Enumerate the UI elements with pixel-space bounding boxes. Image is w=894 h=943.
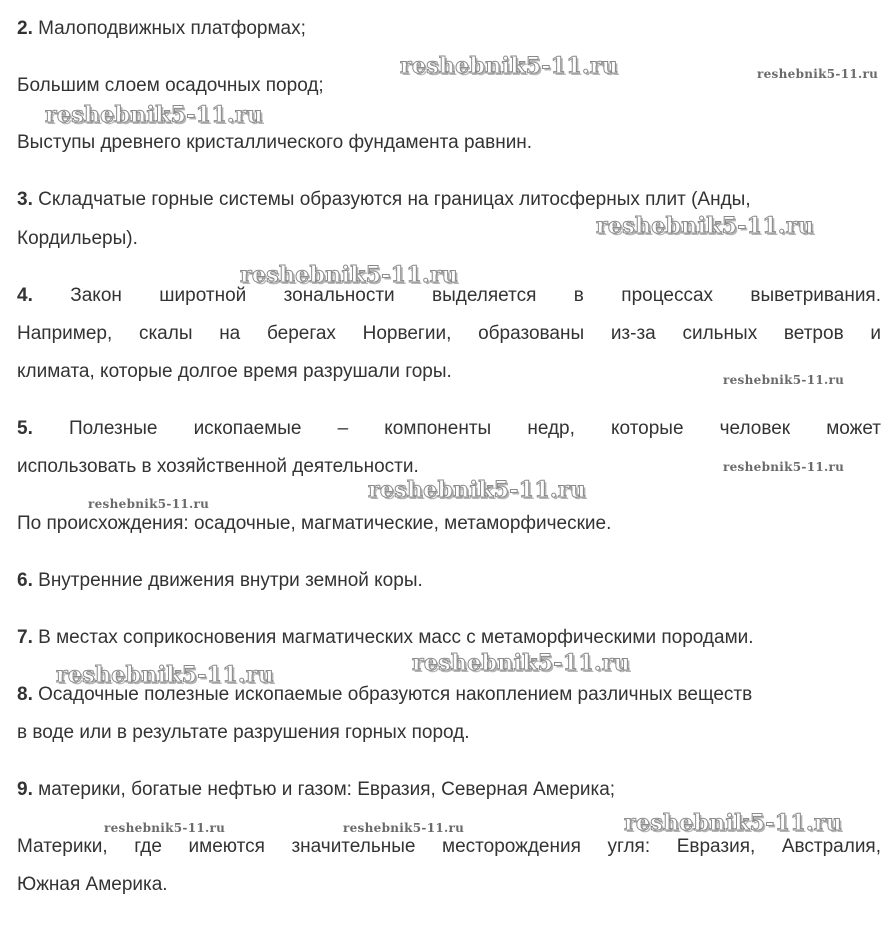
answer-8-line-2: в воде или в результате разрушения горных пород. (17, 722, 470, 743)
answer-number: 2. (17, 18, 33, 39)
answer-number: 9. (17, 779, 33, 800)
watermark: reshebnik5-11.ru (368, 477, 587, 503)
answer-number: 6. (17, 570, 33, 591)
answer-5-line-3: По происхождения: осадочные, магматические, метаморфические. (17, 513, 612, 534)
answer-text: материки, богатые нефтью и газом: Евразия, Северная Америка; (38, 779, 616, 800)
answer-5-line-1 (17, 418, 881, 440)
answer-7-line-1 (17, 627, 754, 649)
answer-9-line-2: Материки, где имеются значительные месторождения угля: Евразия, Австралия, (17, 836, 881, 857)
watermark: reshebnik5-11.ru (104, 821, 226, 835)
answer-number: 8. (17, 684, 33, 705)
watermark: reshebnik5-11.ru (723, 460, 845, 474)
watermark: reshebnik5-11.ru (400, 53, 619, 79)
watermark: reshebnik5-11.ru (757, 67, 879, 81)
answer-text: Складчатые горные системы образуются на границах литосферных плит (Анды, (38, 189, 751, 210)
answer-text: Закон широтной зональности выделяется в процессах выветривания. (70, 285, 881, 306)
watermark: reshebnik5-11.ru (240, 262, 459, 288)
watermark: reshebnik5-11.ru (343, 821, 465, 835)
answer-3-line-2: Кордильеры). (17, 228, 138, 249)
answer-number: 5. (17, 418, 33, 439)
watermark: reshebnik5-11.ru (45, 102, 264, 128)
answer-number: 7. (17, 627, 33, 648)
answer-text: Малоподвижных платформах; (38, 18, 306, 39)
answer-4-line-2: Например, скалы на берегах Норвегии, образованы из-за сильных ветров и (17, 323, 881, 344)
answer-text: В местах соприкосновения магматических масс с метаморфическими породами. (38, 627, 754, 648)
answer-number: 4. (17, 285, 33, 306)
answer-8-line-1 (17, 684, 752, 706)
answer-9-line-3: Южная Америка. (17, 874, 168, 895)
watermark: reshebnik5-11.ru (412, 650, 631, 676)
watermark: reshebnik5-11.ru (624, 810, 843, 836)
answer-2-line-2: Большим слоем осадочных пород; (17, 75, 324, 96)
answer-6-line-1 (17, 570, 423, 592)
answer-2-line-1 (17, 18, 306, 40)
watermark: reshebnik5-11.ru (56, 662, 275, 688)
answer-4-line-1 (17, 285, 881, 307)
watermark: reshebnik5-11.ru (88, 497, 210, 511)
answer-3-line-1 (17, 189, 751, 211)
answer-text: Внутренние движения внутри земной коры. (38, 570, 423, 591)
answer-text: Осадочные полезные ископаемые образуются накоплением различных веществ (38, 684, 753, 705)
watermark: reshebnik5-11.ru (723, 373, 845, 387)
answer-9-line-1 (17, 779, 615, 801)
watermark: reshebnik5-11.ru (596, 213, 815, 239)
answer-2-line-3: Выступы древнего кристаллического фундамента равнин. (17, 132, 533, 153)
answer-text: Полезные ископаемые – компоненты недр, которые человек может (68, 418, 881, 439)
answer-4-line-3: климата, которые долгое время разрушали горы. (17, 361, 452, 382)
answer-number: 3. (17, 189, 33, 210)
answer-5-line-2: использовать в хозяйственной деятельности. (17, 456, 419, 477)
